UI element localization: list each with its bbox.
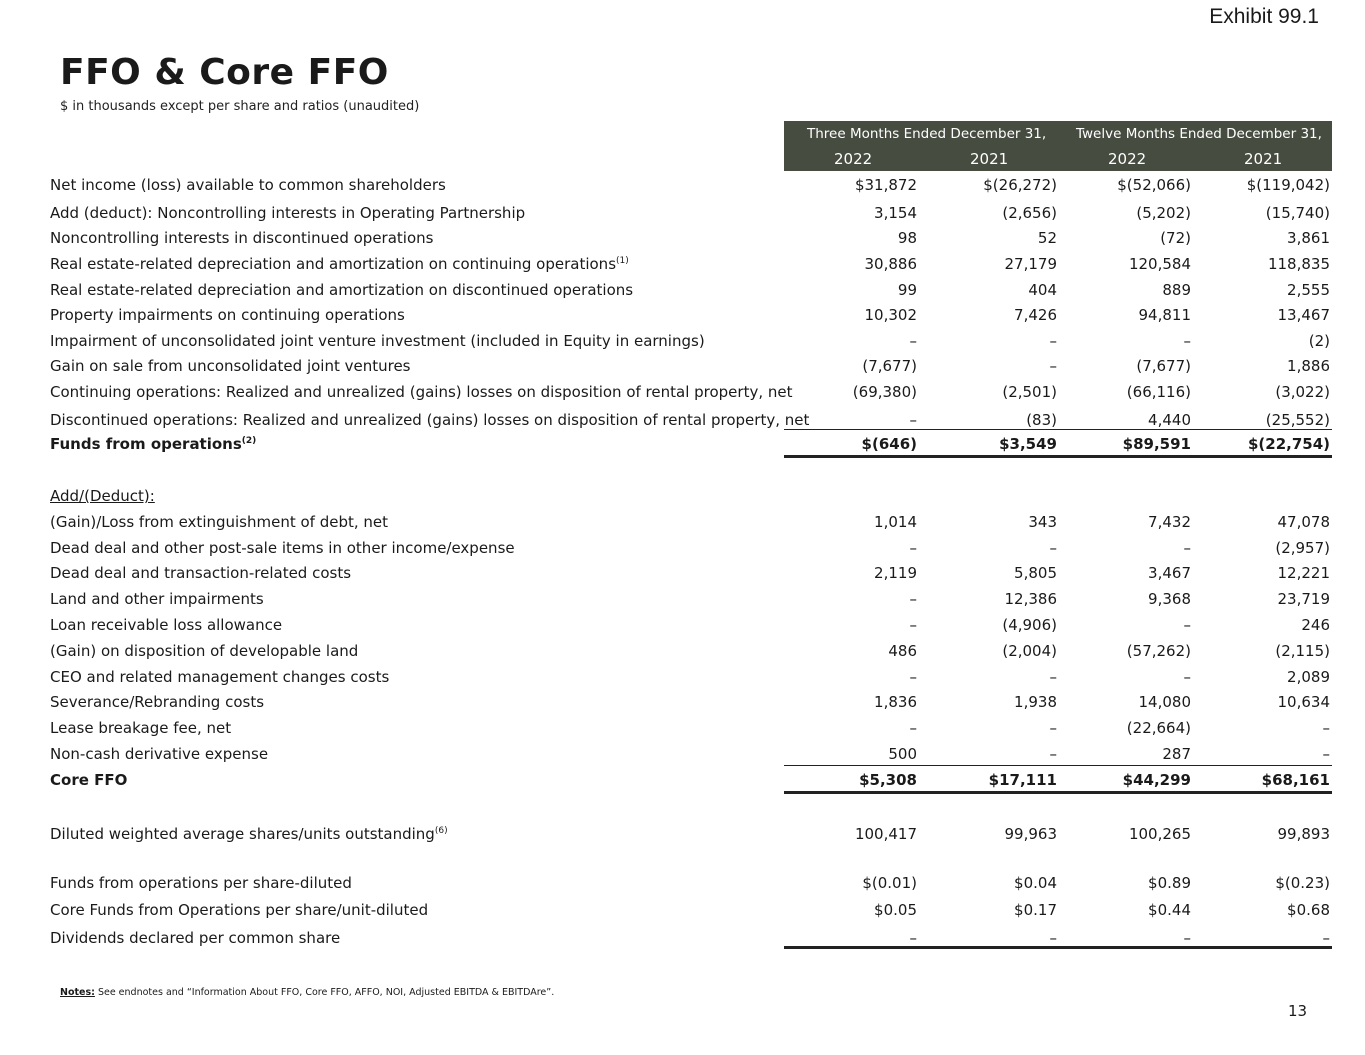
row-label-text: Funds from operations [50, 435, 242, 453]
header-year: 2021 [970, 150, 1009, 168]
row-label-text: Gain on sale from unconsolidated joint ventures [50, 357, 411, 375]
row-label [50, 668, 389, 686]
row-label [50, 564, 351, 582]
row-label [50, 255, 629, 273]
table-cell: $0.04 [1014, 874, 1057, 892]
row-label-text: Diluted weighted average shares/units outstanding [50, 825, 435, 843]
table-cell: 27,179 [1004, 255, 1057, 273]
footnote-marker: (2) [241, 436, 257, 446]
table-cell: $0.17 [1014, 901, 1057, 919]
row-label [50, 874, 352, 892]
row-label [50, 176, 446, 194]
notes-text: See endnotes and “Information About FFO, Core FFO, AFFO, NOI, Adjusted EBITDA & EBITDAre”. [94, 987, 555, 998]
row-label [50, 719, 231, 737]
table-cell: 287 [1162, 745, 1191, 763]
row-label-text: Add/(Deduct): [50, 487, 155, 505]
row-label [50, 590, 264, 608]
table-cell: (66,116) [1126, 383, 1191, 401]
table-cell: – [1049, 745, 1057, 763]
table-cell: 2,555 [1287, 281, 1330, 299]
table-cell: 4,440 [1148, 411, 1191, 429]
table-cell: – [909, 668, 917, 686]
table-cell: (2,501) [1002, 383, 1057, 401]
table-cell: 10,634 [1277, 693, 1330, 711]
table-cell: (83) [1026, 411, 1057, 429]
total-double-rule [784, 455, 1332, 458]
table-cell: 3,467 [1148, 564, 1191, 582]
table-cell: $(119,042) [1246, 176, 1330, 194]
table-cell: 1,938 [1014, 693, 1057, 711]
table-cell: (2,115) [1275, 642, 1330, 660]
table-cell: 13,467 [1277, 306, 1330, 324]
table-cell: – [1049, 332, 1057, 350]
row-label [50, 204, 525, 222]
header-year: 2021 [1244, 150, 1283, 168]
table-cell: 99 [897, 281, 917, 299]
row-label-text: CEO and related management changes costs [50, 668, 390, 686]
footnote-marker: (1) [616, 256, 629, 266]
table-cell: – [909, 929, 917, 947]
table-cell: – [1183, 539, 1191, 557]
table-cell: $17,111 [988, 771, 1057, 789]
table-cell: 14,080 [1138, 693, 1191, 711]
table-cell: (69,380) [852, 383, 917, 401]
table-cell: 9,368 [1148, 590, 1191, 608]
table-cell: 94,811 [1138, 306, 1191, 324]
table-cell: 47,078 [1277, 513, 1330, 531]
row-label-text: Dead deal and other post-sale items in other income/expense [50, 539, 515, 557]
row-label-text: Noncontrolling interests in discontinued operations [50, 229, 434, 247]
footnote-marker: (6) [434, 826, 448, 836]
page-number: 13 [1288, 1002, 1308, 1020]
header-year: 2022 [1108, 150, 1147, 168]
table-cell: $68,161 [1261, 771, 1330, 789]
bottom-double-rule [784, 946, 1332, 949]
subtotal-rule [784, 765, 1332, 766]
page-title: FFO & Core FFO [60, 52, 389, 93]
table-cell: 3,861 [1287, 229, 1330, 247]
row-label [50, 929, 340, 947]
row-label-text: Core FFO [50, 771, 128, 789]
table-cell: 246 [1301, 616, 1330, 634]
table-cell: – [909, 590, 917, 608]
table-cell: – [1049, 668, 1057, 686]
table-cell: – [909, 411, 917, 429]
header-group-twelve-months: Twelve Months Ended December 31, [1076, 126, 1322, 142]
row-label-text: Impairment of unconsolidated joint venture investment (included in Equity in earnings) [50, 332, 705, 350]
table-cell: 3,154 [874, 204, 917, 222]
table-cell: (5,202) [1136, 204, 1191, 222]
row-label-text: (Gain) on disposition of developable land [50, 642, 359, 660]
table-cell: – [1049, 719, 1057, 737]
row-label [50, 745, 268, 763]
table-cell: (2,004) [1002, 642, 1057, 660]
row-label [50, 539, 515, 557]
table-cell: – [1183, 668, 1191, 686]
row-label-text: Core Funds from Operations per share/unit-diluted [50, 901, 429, 919]
table-cell: – [909, 616, 917, 634]
table-cell: $0.44 [1148, 901, 1191, 919]
table-cell: (25,552) [1265, 411, 1330, 429]
table-cell: 30,886 [864, 255, 917, 273]
row-label [50, 771, 127, 789]
table-cell: – [909, 539, 917, 557]
row-label [50, 229, 433, 247]
table-cell: (2,957) [1275, 539, 1330, 557]
table-cell: $(26,272) [983, 176, 1057, 194]
table-cell: (15,740) [1265, 204, 1330, 222]
table-cell: 99,893 [1277, 825, 1330, 843]
row-label [50, 487, 155, 505]
row-label-text: Funds from operations per share-diluted [50, 874, 352, 892]
table-cell: $(52,066) [1117, 176, 1191, 194]
table-cell: $0.68 [1287, 901, 1330, 919]
table-cell: 10,302 [864, 306, 917, 324]
table-cell: (2,656) [1002, 204, 1057, 222]
table-header [784, 121, 1332, 171]
table-cell: (2) [1308, 332, 1330, 350]
row-label [50, 901, 428, 919]
table-cell: (4,906) [1002, 616, 1057, 634]
table-cell: – [1322, 929, 1330, 947]
row-label [50, 693, 264, 711]
table-cell: (7,677) [1136, 357, 1191, 375]
table-cell: 5,805 [1014, 564, 1057, 582]
row-label [50, 357, 411, 375]
notes-label: Notes: [60, 987, 95, 998]
row-label-text: Dead deal and transaction-related costs [50, 564, 352, 582]
row-label-text: Net income (loss) available to common shareholders [50, 176, 446, 194]
table-cell: (7,677) [862, 357, 917, 375]
row-label [50, 411, 809, 429]
table-cell: 404 [1028, 281, 1057, 299]
exhibit-label: Exhibit 99.1 [1209, 5, 1319, 28]
table-cell: (57,262) [1126, 642, 1191, 660]
row-label [50, 332, 705, 350]
row-label [50, 642, 358, 660]
header-year: 2022 [834, 150, 873, 168]
table-cell: 1,014 [874, 513, 917, 531]
notes [60, 987, 554, 998]
table-cell: $(22,754) [1247, 435, 1330, 453]
row-label [50, 825, 448, 843]
table-cell: – [1322, 719, 1330, 737]
row-label-text: Dividends declared per common share [50, 929, 341, 947]
table-cell: 12,386 [1004, 590, 1057, 608]
table-cell: – [1183, 929, 1191, 947]
table-cell: – [909, 332, 917, 350]
table-cell: 2,089 [1287, 668, 1330, 686]
row-label [50, 435, 256, 453]
table-cell: (22,664) [1126, 719, 1191, 737]
row-label-text: Lease breakage fee, net [50, 719, 232, 737]
table-cell: – [1049, 357, 1057, 375]
table-cell: $(646) [861, 435, 917, 453]
row-label [50, 281, 633, 299]
table-cell: 12,221 [1277, 564, 1330, 582]
row-label-text: Real estate-related depreciation and amortization on continuing operations [50, 255, 617, 273]
table-cell: 7,432 [1148, 513, 1191, 531]
table-cell: 99,963 [1004, 825, 1057, 843]
table-cell: 120,584 [1128, 255, 1191, 273]
table-cell: 118,835 [1267, 255, 1330, 273]
row-label [50, 306, 405, 324]
row-label-text: Severance/Rebranding costs [50, 693, 265, 711]
table-cell: $(0.23) [1275, 874, 1330, 892]
table-cell: – [1049, 929, 1057, 947]
table-cell: – [1183, 616, 1191, 634]
row-label-text: Property impairments on continuing operations [50, 306, 405, 324]
row-label-text: (Gain)/Loss from extinguishment of debt, net [50, 513, 389, 531]
row-label [50, 513, 388, 531]
table-cell: 23,719 [1277, 590, 1330, 608]
table-cell: 98 [897, 229, 917, 247]
table-cell: – [1322, 745, 1330, 763]
page-subtitle: $ in thousands except per share and ratios (unaudited) [60, 99, 420, 114]
table-cell: $3,549 [999, 435, 1057, 453]
table-cell: $44,299 [1122, 771, 1191, 789]
table-cell: 486 [888, 642, 917, 660]
table-cell: 1,836 [874, 693, 917, 711]
row-label-text: Loan receivable loss allowance [50, 616, 283, 634]
table-cell: 7,426 [1014, 306, 1057, 324]
table-cell: 343 [1028, 513, 1057, 531]
row-label-text: Land and other impairments [50, 590, 264, 608]
subtotal-rule [784, 429, 1332, 430]
row-label-text: Non-cash derivative expense [50, 745, 269, 763]
total-double-rule [784, 791, 1332, 794]
table-cell: 2,119 [874, 564, 917, 582]
table-cell: $89,591 [1122, 435, 1191, 453]
table-cell: $0.05 [874, 901, 917, 919]
table-cell: (72) [1160, 229, 1191, 247]
table-cell: 100,265 [1128, 825, 1191, 843]
table-cell: – [1183, 332, 1191, 350]
table-cell: – [909, 719, 917, 737]
table-cell: 100,417 [854, 825, 917, 843]
table-cell: $31,872 [854, 176, 917, 194]
table-cell: $(0.01) [862, 874, 917, 892]
row-label-text: Continuing operations: Realized and unrealized (gains) losses on disposition of rental property, net [50, 383, 793, 401]
row-label [50, 383, 793, 401]
table-cell: $5,308 [859, 771, 917, 789]
row-label-text: Real estate-related depreciation and amortization on discontinued operations [50, 281, 634, 299]
table-cell: – [1049, 539, 1057, 557]
row-label [50, 616, 282, 634]
table-cell: $0.89 [1148, 874, 1191, 892]
row-label-text: Discontinued operations: Realized and unrealized (gains) losses on disposition of rental property, net [50, 411, 810, 429]
row-label-text: Add (deduct): Noncontrolling interests in Operating Partnership [50, 204, 526, 222]
table-cell: (3,022) [1275, 383, 1330, 401]
table-cell: 52 [1037, 229, 1057, 247]
table-cell: 889 [1162, 281, 1191, 299]
table-cell: 500 [888, 745, 917, 763]
header-group-three-months: Three Months Ended December 31, [807, 126, 1047, 142]
table-cell: 1,886 [1287, 357, 1330, 375]
